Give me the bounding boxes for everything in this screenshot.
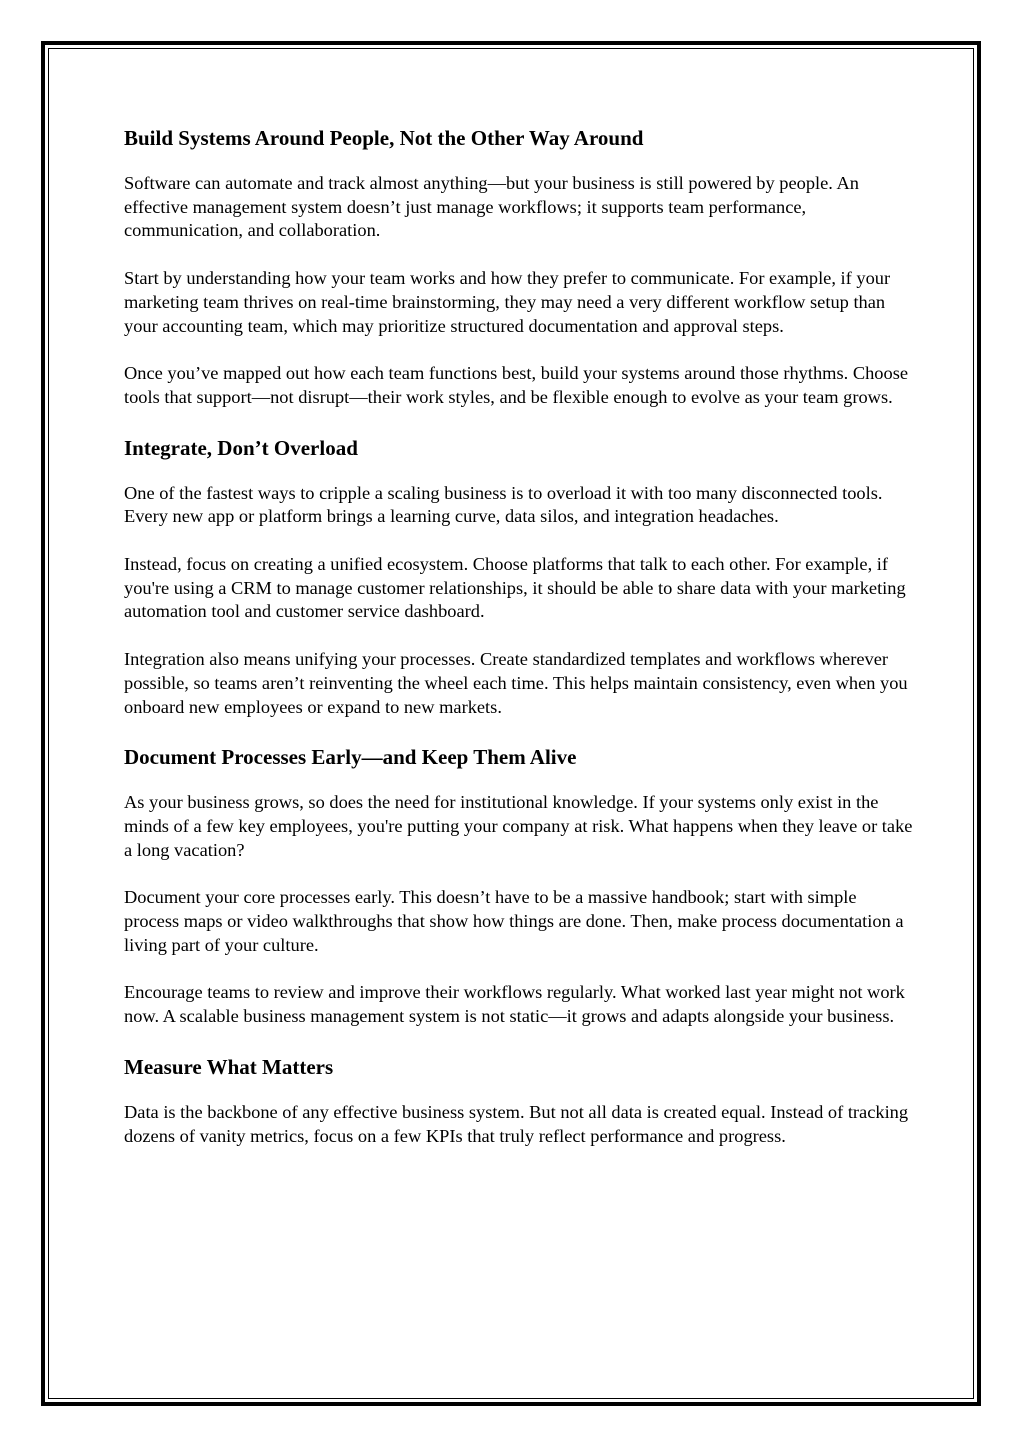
section-heading: Document Processes Early—and Keep Them Alive [124,745,577,770]
section-heading: Measure What Matters [124,1054,334,1079]
document-body [124,124,914,1172]
section-measure [124,1053,914,1148]
paragraph: Once you’ve mapped out how each team functions best, build your systems around those rhythms. Choose tools that support—not disrupt—their work styles, and be flexible enough to evolve as your team grows. [124,363,909,407]
paragraph: One of the fastest ways to cripple a scaling business is to overload it with too many disconnected tools. Every new app or platform brings a learning curve, data silos, and integration headaches. [124,482,883,527]
paragraph: Instead, focus on creating a unified ecosystem. Choose platforms that talk to each other. For example, if you're using a CRM to manage customer relationships, it should be able to share data with your marketing automation tool and customer service dashboard. [124,554,906,622]
paragraph: As your business grows, so does the need for institutional knowledge. If your systems only exist in the minds of a few key employees, you're putting your company at risk. What happens when they leave or take a long vacation? [124,792,913,860]
section-heading: Integrate, Don’t Overload [124,435,358,460]
paragraph: Start by understanding how your team works and how they prefer to communicate. For example, if your marketing team thrives on real-time brainstorming, they may need a very different workflow setup than your accounting team, which may prioritize structured documentation and approval steps. [124,268,891,336]
section-integrate [124,434,914,720]
paragraph: Encourage teams to review and improve their workflows regularly. What worked last year might not work now. A scalable business management system is not static—it grows and adapts alongside your business. [124,982,905,1027]
section-heading: Build Systems Around People, Not the Other Way Around [124,126,644,150]
paragraph: Data is the backbone of any effective business system. But not all data is created equal. Instead of tracking dozens of vanity metrics, focus on a few KPIs that truly reflect performance and progress. [124,1101,909,1146]
paragraph: Document your core processes early. This doesn’t have to be a massive handbook; start with simple process maps or video walkthroughs that show how things are done. Then, make process documentation a living part of your culture. [124,887,904,955]
paragraph: Integration also means unifying your processes. Create standardized templates and workflows wherever possible, so teams aren’t reinventing the wheel each time. This helps maintain consistency, even when you onboard new employees or expand to new markets. [124,649,908,717]
section-build-systems [124,124,914,410]
section-document-processes [124,743,914,1029]
paragraph: Software can automate and track almost anything—but your business is still powered by people. An effective management system doesn’t just manage workflows; it supports team performance, communication, and collaboration. [124,173,859,241]
